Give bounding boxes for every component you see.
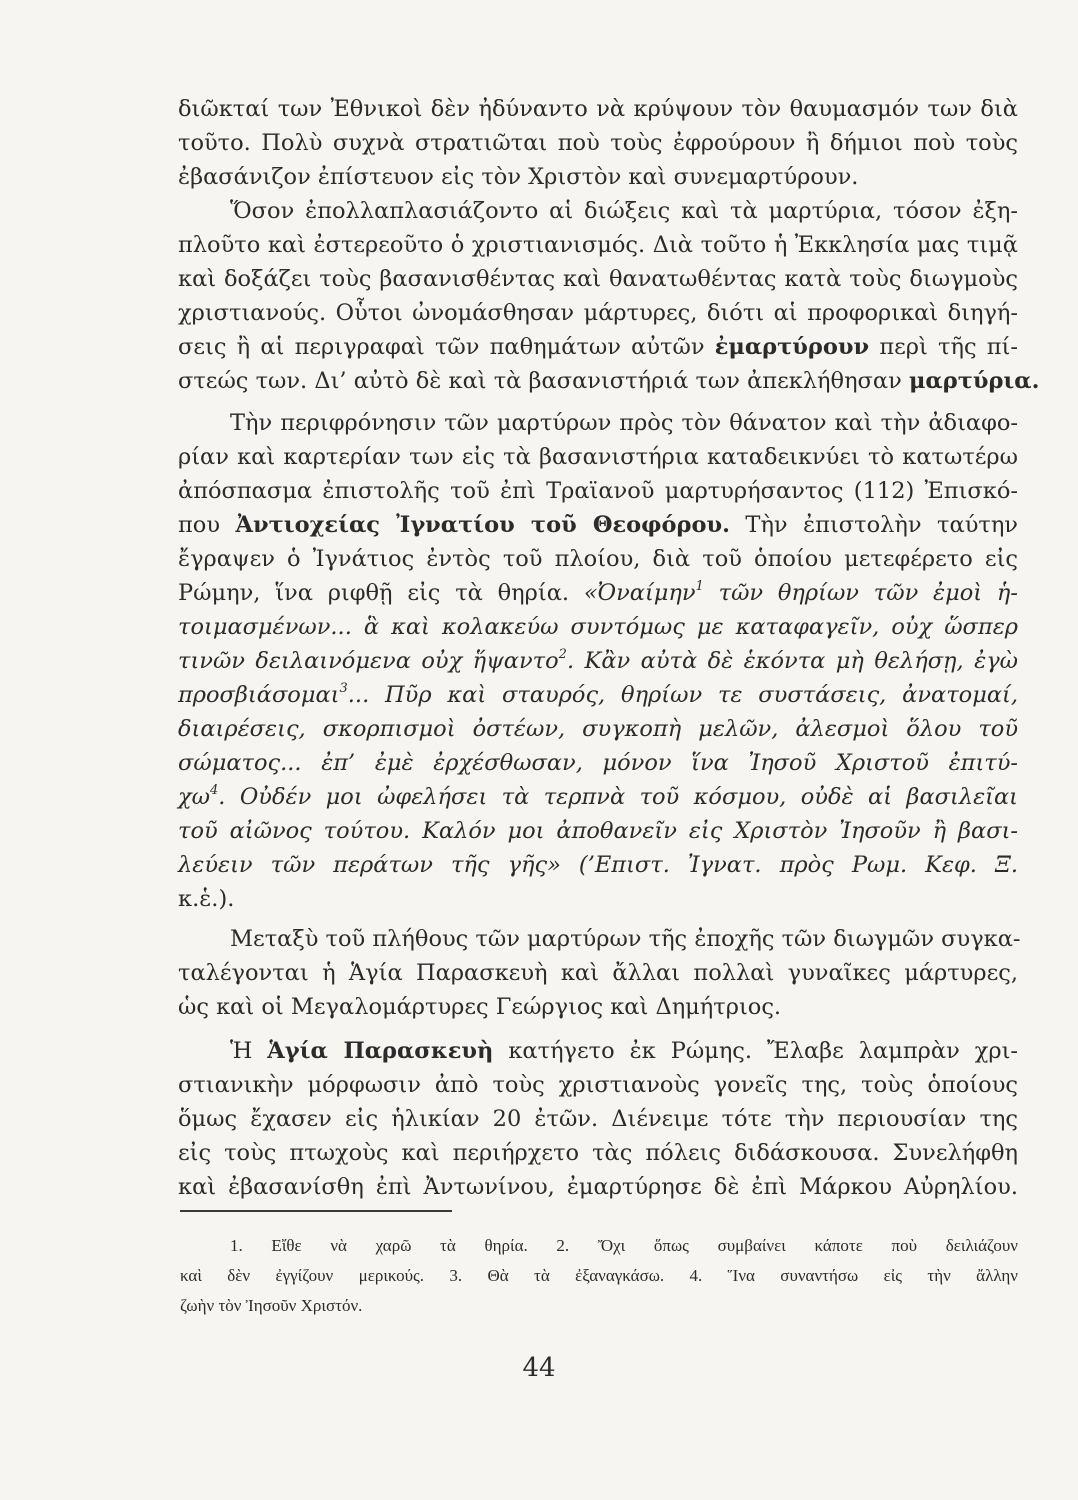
text-run: περὶ τῆς πί- bbox=[869, 334, 1018, 360]
text-line: κ.ἑ.). bbox=[178, 886, 235, 912]
text-line bbox=[178, 678, 1018, 712]
quote-run: ... Πῦρ καὶ σταυρός, θηρίων τε συστάσεις, ἀνατομαί, bbox=[347, 682, 1018, 708]
footnote-ref: 2 bbox=[558, 646, 567, 662]
text-line bbox=[178, 576, 1018, 610]
text-line: ὅμως ἔχασεν εἰς ἡλικίαν 20 ἐτῶν. Διένειμε τότε τὴν περιουσίαν της bbox=[178, 1106, 1018, 1132]
quote-run: προσβιάσομαι bbox=[178, 682, 340, 708]
text-line: ρίαν καὶ καρτερίαν των εἰς τὰ βασανιστήρια καταδεικνύει τὸ κατωτέρω bbox=[178, 444, 1018, 470]
quote-run: τῶν θηρίων τῶν ἐμοὶ ἡ- bbox=[703, 580, 1018, 606]
text-line: Τὴν περιφρόνησιν τῶν μαρτύρων πρὸς τὸν θάνατον καὶ τὴν ἀδιαφο- bbox=[230, 410, 1018, 436]
text-line: ἐβασάνιζον ἐπίστευον εἰς τὸν Χριστὸν καὶ συνεμαρτύρουν. bbox=[178, 164, 859, 190]
text-run: που bbox=[178, 512, 236, 538]
footnote-line: 1. Εἴθε νὰ χαρῶ τὰ θηρία. 2. Ὄχι ὅπως συμβαίνει κάποτε ποὺ δειλιάζουν bbox=[230, 1236, 1018, 1255]
text-line: καὶ ἐβασανίσθη ἐπὶ Ἀντωνίνου, ἐμαρτύρησε δὲ ἐπὶ Μάρκου Αὐρηλίου. bbox=[178, 1174, 1018, 1200]
text-line: ταλέγονται ἡ Ἁγία Παρασκευὴ καὶ ἄλλαι πολλαὶ γυναῖκες μάρτυρες, bbox=[178, 960, 1018, 986]
footnote-divider bbox=[180, 1210, 452, 1212]
bold-term: Ἀντιοχείας Ἰγνατίου τοῦ Θεοφόρου. bbox=[235, 512, 730, 538]
quote-run: «Ὀναίμην bbox=[583, 580, 696, 606]
page-number: 44 bbox=[522, 1353, 556, 1383]
footnote-ref: 1 bbox=[695, 578, 704, 594]
text-line: Μεταξὺ τοῦ πλήθους τῶν μαρτύρων τῆς ἐποχῆς τῶν διωγμῶν συγκα- bbox=[230, 926, 1021, 952]
citation-run: (’Επιστ. Ἰγνατ. πρὸς Ρωμ. Κεφ. Ξ. bbox=[560, 852, 1018, 878]
text-line: τοῦ αἰῶνος τούτου. Καλόν μοι ἀποθανεῖν εἰς Χριστὸν Ἰησοῦν ἢ βασι- bbox=[178, 818, 1018, 844]
text-line bbox=[178, 848, 1018, 882]
text-line: πλοῦτο καὶ ἐστερεοῦτο ὁ χριστιανισμός. Διὰ τοῦτο ἡ Ἐκκλησία μας τιμᾷ bbox=[178, 232, 1018, 258]
text-line bbox=[230, 1034, 1018, 1068]
footnote-ref: 4 bbox=[209, 782, 219, 798]
text-line: καὶ δοξάζει τοὺς βασανισθέντας καὶ θανατωθέντας κατὰ τοὺς διωγμοὺς bbox=[178, 266, 1018, 292]
footnote-ref: 3 bbox=[339, 680, 348, 696]
text-line: εἰς τοὺς πτωχοὺς καὶ περιήρχετο τὰς πόλεις διδάσκουσα. Συνελήφθη bbox=[178, 1140, 1018, 1166]
text-run: σεις ἢ αἱ περιγραφαὶ τῶν παθημάτων αὐτῶν bbox=[178, 334, 715, 360]
text-run: κατήγετο ἐκ Ρώμης. Ἔλαβε λαμπρὰν χρι- bbox=[493, 1038, 1018, 1064]
text-line bbox=[178, 780, 1018, 814]
text-line bbox=[178, 644, 1018, 678]
quote-run: χω bbox=[178, 784, 210, 810]
bold-term: Ἁγία Παρασκευὴ bbox=[267, 1038, 494, 1064]
text-line: στιανικὴν μόρφωσιν ἀπὸ τοὺς χριστιανοὺς γονεῖς της, τοὺς ὁποίους bbox=[178, 1072, 1018, 1098]
text-run: Τὴν ἐπιστολὴν ταύτην bbox=[729, 512, 1018, 538]
text-line: ἀπόσπασμα ἐπιστολῆς τοῦ ἐπὶ Τραϊανοῦ μαρτυρήσαντος (112) Ἐπισκό- bbox=[178, 478, 1018, 504]
text-line bbox=[178, 330, 1018, 364]
quote-run: τινῶν δειλαινόμενα οὐχ ἥψαντο bbox=[178, 648, 559, 674]
text-line: ὡς καὶ οἱ Μεγαλομάρτυρες Γεώργιος καὶ Δημήτριος. bbox=[178, 994, 782, 1020]
text-line: τοιμασμένων... ἃ καὶ κολακεύω συντόμως με καταφαγεῖν, οὐχ ὥσπερ bbox=[178, 614, 1018, 640]
quote-run: . Κἂν αὐτὰ δὲ ἑκόντα μὴ θελήσῃ, ἐγὼ bbox=[566, 648, 1018, 674]
footnote-line: καὶ δὲν ἐγγίζουν μερικούς. 3. Θὰ τὰ ἐξαναγκάσω. 4. Ἵνα συναντήσω εἰς τὴν ἄλλην bbox=[180, 1266, 1018, 1285]
text-line: Ὅσον ἐπολλαπλασιάζοντο αἱ διώξεις καὶ τὰ μαρτύρια, τόσον ἐξη- bbox=[230, 198, 1018, 224]
text-line: διαιρέσεις, σκορπισμοὶ ὀστέων, συγκοπὴ μελῶν, ἀλεσμοὶ ὅλου τοῦ bbox=[178, 716, 1018, 742]
quote-run: . Οὐδέν μοι ὠφελήσει τὰ τερπνὰ τοῦ κόσμου, οὐδὲ αἱ βασιλεῖαι bbox=[218, 784, 1018, 810]
text-run: στεώς των. Δι’ αὐτὸ δὲ καὶ τὰ βασανιστήριά των ἀπεκλήθησαν bbox=[178, 368, 909, 394]
text-line bbox=[178, 508, 1018, 542]
footnote-line: ζωὴν τὸν Ἰησοῦν Χριστόν. bbox=[180, 1296, 363, 1315]
quote-run: λεύειν τῶν περάτων τῆς γῆς» bbox=[178, 852, 561, 878]
text-line bbox=[178, 364, 1040, 398]
bold-term: ἐμαρτύρουν bbox=[714, 334, 870, 360]
text-line: σώματος... ἐπ’ ἐμὲ ἐρχέσθωσαν, μόνον ἵνα Ἰησοῦ Χριστοῦ ἐπιτύ- bbox=[178, 750, 1018, 776]
bold-term: μαρτύρια. bbox=[908, 368, 1040, 394]
text-run: Ἡ bbox=[230, 1038, 268, 1064]
text-run: Ρώμην, ἵνα ριφθῇ εἰς τὰ θηρία. bbox=[178, 580, 584, 606]
text-line: ἔγραψεν ὁ Ἰγνάτιος ἐντὸς τοῦ πλοίου, διὰ τοῦ ὁποίου μετεφέρετο εἰς bbox=[178, 546, 1018, 572]
text-line: διῶκταί των Ἐθνικοὶ δὲν ἠδύναντο νὰ κρύψουν τὸν θαυμασμόν των διὰ bbox=[178, 96, 1018, 122]
text-line: χριστιανούς. Οὗτοι ὠνομάσθησαν μάρτυρες, διότι αἱ προφορικαὶ διηγή- bbox=[178, 300, 1018, 326]
text-line: τοῦτο. Πολὺ συχνὰ στρατιῶται ποὺ τοὺς ἐφρούρουν ἢ δήμιοι ποὺ τοὺς bbox=[178, 130, 1018, 156]
